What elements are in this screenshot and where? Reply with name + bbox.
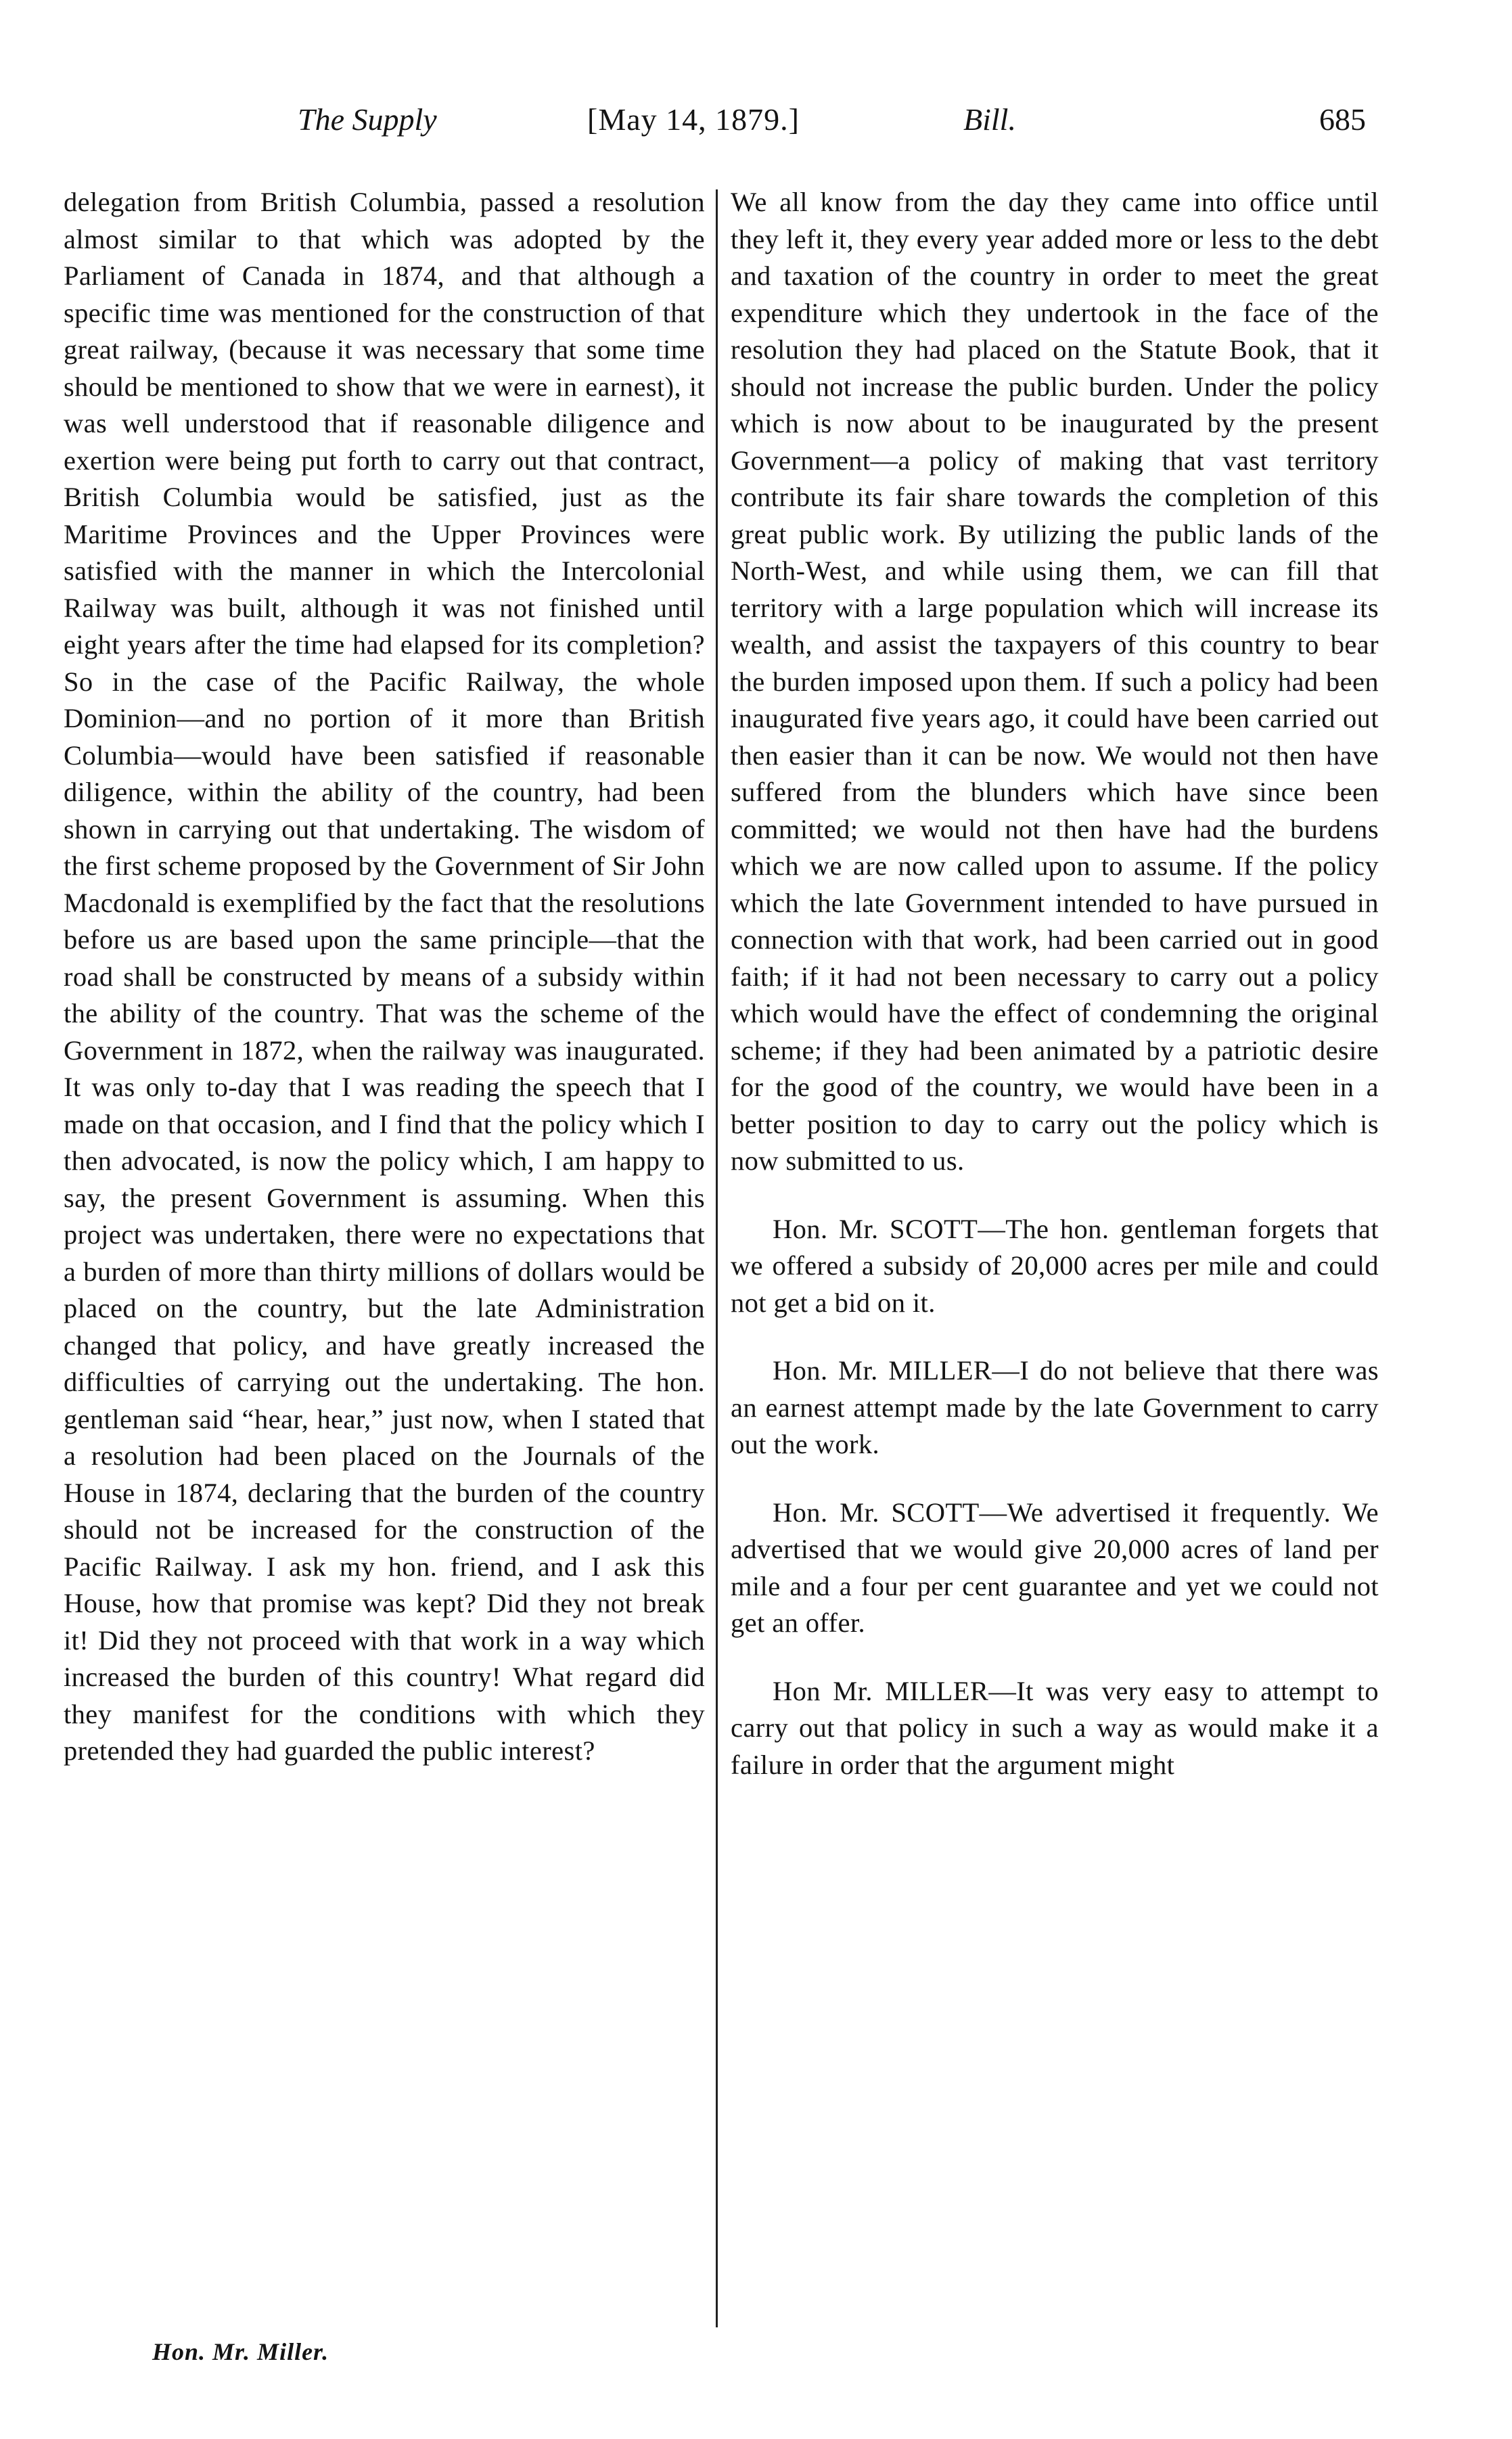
column-divider bbox=[716, 189, 718, 2327]
left-column bbox=[64, 184, 705, 1770]
header-right-title: Bill. bbox=[963, 102, 1016, 137]
catchword: Hon. Mr. Miller. bbox=[152, 2338, 329, 2365]
right-column bbox=[731, 184, 1379, 1783]
header-left-title: The Supply bbox=[298, 102, 437, 137]
speech-paragraph: Hon. Mr. SCOTT—We advertised it frequently. We advertised that we would give 20,000 acres of land per mile and a four per cent guarantee and yet we could not get an offer. bbox=[731, 1497, 1379, 1638]
left-column-text: delegation from British Columbia, passed a resolution almost similar to that which was adopted by the Parliament of Canada in 1874, and that although a specific time was mentioned for the construction of that great railway, (because it was necessary that some time should be mentioned to show that we were in earnest), it was well understood that if reasonable diligence and exertion were being put forth to carry out that contract, British Columbia would be satisfied, just as the Maritime Provinces and the Upper Provinces were satisfied with the manner in which the Intercolonial Railway was built, although it was not finished until eight years after the time had elapsed for its completion? So in the case of the Pacific Railway, the whole Dominion—and no portion of it more than British Columbia—would have been satisfied if reasonable diligence, within the ability of the country, had been shown in carrying out that undertaking. The wisdom of the first scheme proposed by the Government of Sir John Macdonald is exemplified by the fact that the resolutions before us are based upon the same principle—that the road shall be constructed by means of a subsidy within the ability of the country. That was the scheme of the Government in 1872, when the railway was inaugurated. It was only to-day that I was reading the speech that I made on that occasion, and I find that the policy which I then advocated, is now the policy which, I am happy to say, the present Government is assuming. When this project was undertaken, there were no expectations that a burden of more than thirty millions of dollars would be placed on the country, but the late Administration changed that policy, and have greatly increased the difficulties of carrying out the undertaking. The hon. gentleman said “hear, hear,” just now, when I stated that a resolution had been placed on the Journals of the House in 1874, declaring that the burden of the country should not be increased for the construction of the Pacific Railway. I ask my hon. friend, and I ask this House, how that promise was kept? Did they not break it! Did they not proceed with that work in a way which increased the burden of this country! What regard did they manifest for the conditions with which they pretended they had guarded the public interest? bbox=[64, 187, 705, 1766]
speech-paragraph: Hon. Mr. SCOTT—The hon. gentleman forgets that we offered a subsidy of 20,000 acres per mile and could not get a bid on it. bbox=[731, 1213, 1379, 1318]
header-date: [May 14, 1879.] bbox=[587, 102, 800, 137]
page-number: 685 bbox=[1319, 102, 1366, 137]
speech-paragraph: Hon. Mr. MILLER—I do not believe that there was an earnest attempt made by the late Government to carry out the work. bbox=[731, 1355, 1379, 1459]
running-header bbox=[0, 101, 1512, 156]
right-column-continuation: We all know from the day they came into office until they left it, they every year added more or less to the debt and taxation of the country in order to meet the great expenditure which they undertook in the face of the resolution they had placed on the Statute Book, that it should not increase the public burden. Under the policy which is now about to be inaugurated by the present Government—a policy of making that vast territory contribute its fair share towards the completion of this great public work. By utilizing the public lands of the North-West, and while using them, we can fill that territory with a large population which will increase its wealth, and assist the taxpayers of this country to bear the burden imposed upon them. If such a policy had been inaugurated five years ago, it could have been carried out then easier than it can be now. We would not then have suffered from the blunders which have since been committed; we would not then have had the burdens which we are now called upon to assume. If the policy which the late Government intended to have pursued in connection with that work, had been carried out in good faith; if it had not been necessary to carry out a policy which would have the effect of condemning the original scheme; if they had been animated by a patriotic desire for the good of the country, we would have been in a better position to day to carry out the policy which is now submitted to us. bbox=[731, 187, 1379, 1176]
speech-paragraph: Hon Mr. MILLER—It was very easy to attempt to carry out that policy in such a way as would make it a failure in order that the argument might bbox=[731, 1675, 1379, 1780]
